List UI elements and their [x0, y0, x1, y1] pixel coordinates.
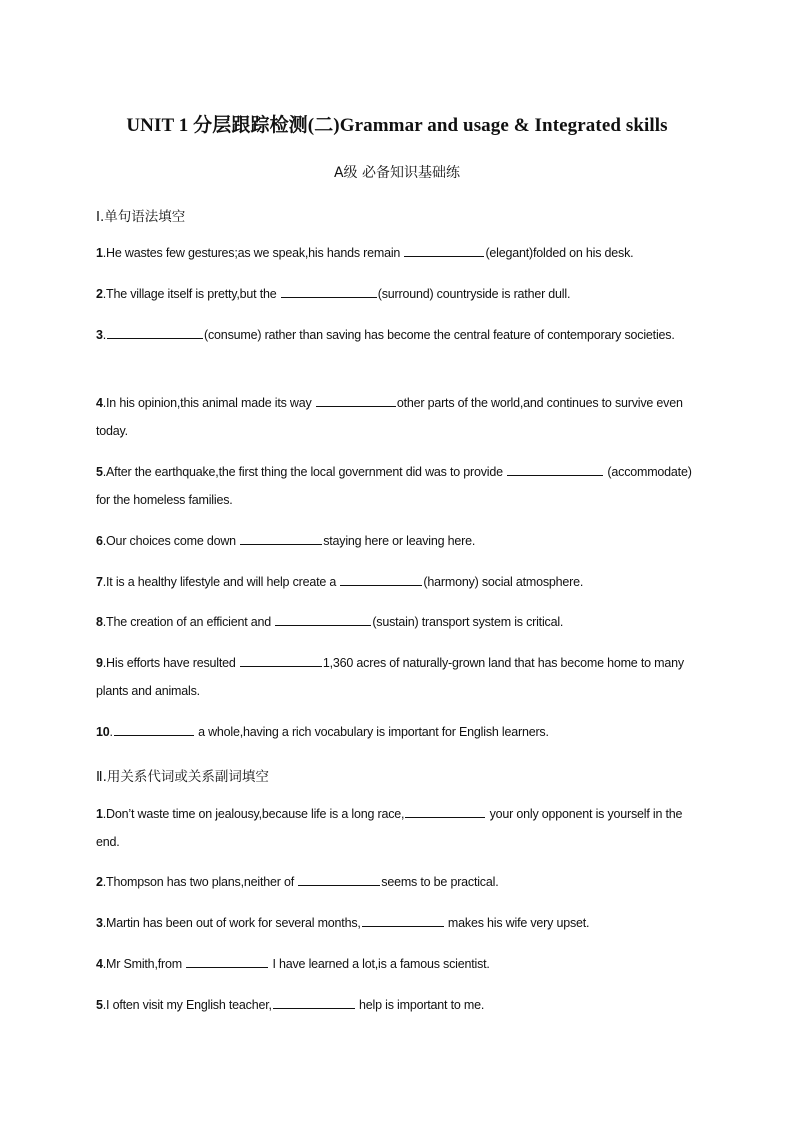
question-text: .In his opinion,this animal made its way [102, 396, 315, 410]
question-text: .It is a healthy lifestyle and will help create a [102, 575, 340, 589]
question-item [96, 950, 700, 978]
question-item [96, 608, 700, 636]
answer-blank[interactable] [298, 873, 380, 886]
question-text: .The village itself is pretty,but the [102, 287, 280, 301]
question-text: I have learned a lot,is a famous scientist. [269, 957, 490, 971]
answer-blank[interactable] [114, 723, 194, 736]
question-number: 3 [96, 916, 103, 930]
question-text: .I often visit my English teacher, [102, 998, 272, 1012]
answer-blank[interactable] [405, 805, 485, 818]
question-item [96, 389, 700, 445]
question-number: 5 [96, 465, 103, 479]
question-text: (consume) rather than saving has become the central feature of contemporary societies. [204, 328, 675, 342]
answer-blank[interactable] [340, 573, 422, 586]
question-number: 8 [96, 615, 103, 629]
question-number: 3 [96, 328, 103, 342]
question-item [96, 568, 700, 596]
question-item [96, 718, 700, 746]
answer-blank[interactable] [240, 654, 322, 667]
question-item [96, 991, 700, 1019]
question-item [96, 280, 700, 308]
answer-blank[interactable] [107, 326, 203, 339]
question-number: 4 [96, 957, 103, 971]
question-text: .Don’t waste time on jealousy,because life is a long race, [102, 807, 405, 821]
question-text: .Thompson has two plans,neither of [102, 875, 298, 889]
question-text: other parts of the world,and continues to survive even today. [96, 396, 683, 438]
question-text: .His efforts have resulted [102, 656, 239, 670]
question-item [96, 458, 700, 514]
answer-blank[interactable] [404, 244, 484, 257]
question-text: . [109, 725, 113, 739]
question-number: 1 [96, 807, 103, 821]
question-item [96, 800, 700, 856]
answer-blank[interactable] [362, 914, 444, 927]
question-number: 7 [96, 575, 103, 589]
question-item [96, 321, 700, 349]
question-number: 5 [96, 998, 103, 1012]
answer-blank[interactable] [186, 955, 268, 968]
question-text: .After the earthquake,the first thing the local government did was to provide [102, 465, 507, 479]
question-text: makes his wife very upset. [444, 916, 590, 930]
question-item [96, 868, 700, 896]
question-number: 4 [96, 396, 103, 410]
question-item [96, 527, 700, 555]
question-text: . [102, 328, 107, 342]
question-text: .He wastes few gestures;as we speak,his hands remain [102, 246, 404, 260]
question-text: seems to be practical. [381, 875, 499, 889]
answer-blank[interactable] [316, 394, 396, 407]
question-item [96, 239, 700, 267]
level-subtitle: A级 必备知识基础练 [333, 165, 461, 181]
question-text: .Martin has been out of work for several months, [102, 916, 361, 930]
question-text: (elegant)folded on his desk. [485, 246, 634, 260]
question-text: .The creation of an efficient and [102, 615, 275, 629]
answer-blank[interactable] [507, 463, 603, 476]
question-number: 9 [96, 656, 103, 670]
question-item [96, 649, 700, 705]
question-text: help is important to me. [355, 998, 485, 1012]
question-text: a whole,having a rich vocabulary is important for English learners. [194, 725, 549, 739]
question-text: (sustain) transport system is critical. [372, 615, 564, 629]
answer-blank[interactable] [281, 285, 377, 298]
question-number: 1 [96, 246, 103, 260]
question-text: staying here or leaving here. [323, 534, 476, 548]
question-number: 2 [96, 875, 103, 889]
section-heading-2: Ⅱ.用关系代词或关系副词填空 [96, 769, 269, 785]
question-text: (harmony) social atmosphere. [423, 575, 584, 589]
question-number: 6 [96, 534, 103, 548]
section-heading-1: Ⅰ.单句语法填空 [96, 209, 186, 225]
question-number: 2 [96, 287, 103, 301]
question-item [96, 909, 700, 937]
page-title: UNIT 1 分层跟踪检测(二)Grammar and usage & Integrated skills [126, 115, 668, 136]
question-number: 10 [96, 725, 110, 739]
question-text: your only opponent is yourself in the end. [96, 807, 683, 849]
question-text: .Our choices come down [102, 534, 240, 548]
answer-blank[interactable] [273, 996, 355, 1009]
answer-blank[interactable] [275, 613, 371, 626]
question-text: 1,360 acres of naturally-grown land that has become home to many plants and animals. [96, 656, 684, 698]
question-text: (surround) countryside is rather dull. [377, 287, 571, 301]
answer-blank[interactable] [240, 532, 322, 545]
question-text: .Mr Smith,from [102, 957, 186, 971]
question-text: (accommodate) for the homeless families. [96, 465, 692, 507]
